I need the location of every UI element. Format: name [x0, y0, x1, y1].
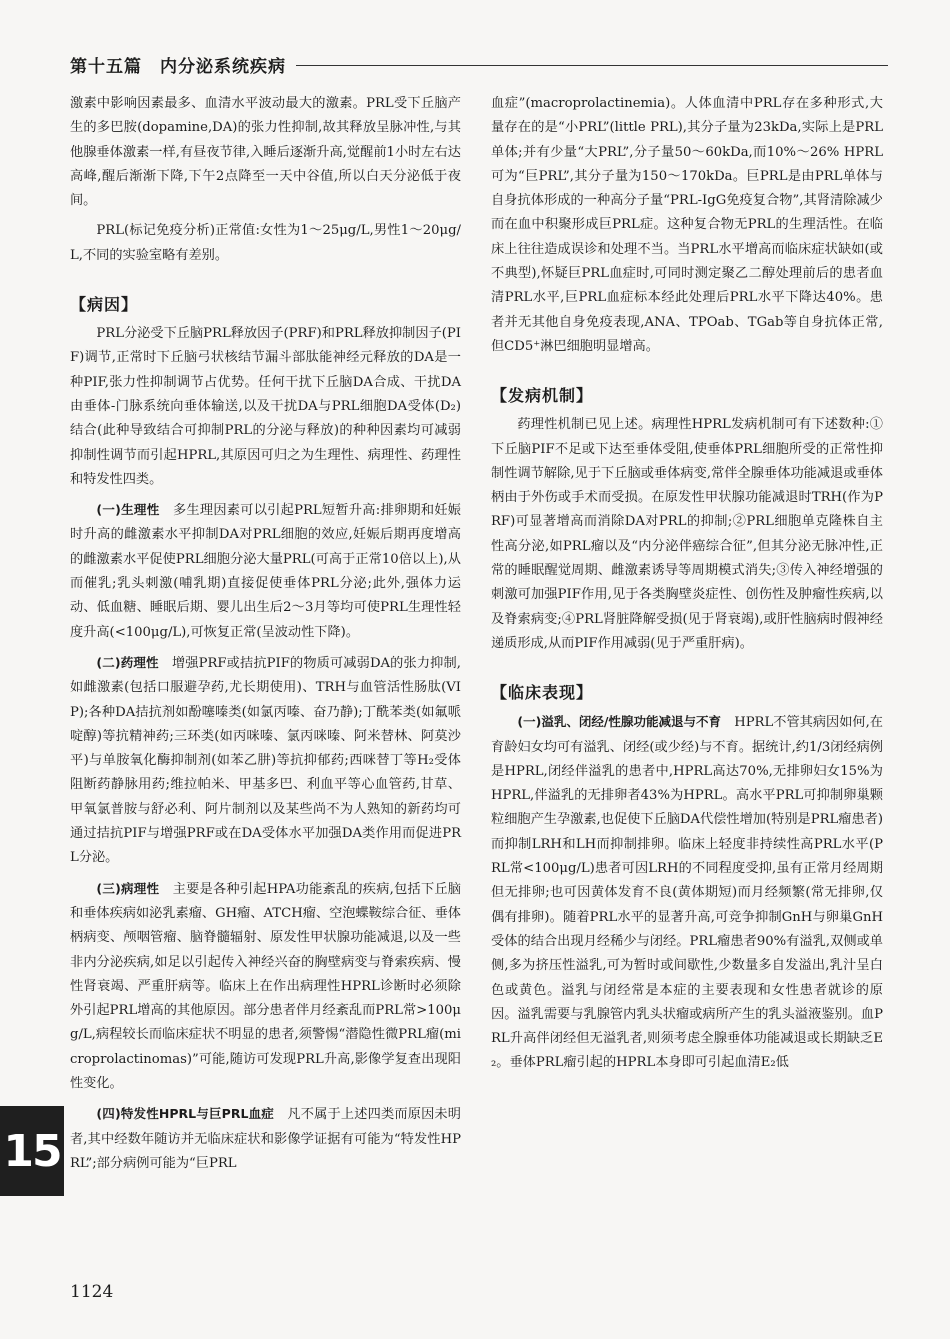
macro-continuation: 血症”(macroprolactinemia)。人体血清中PRL存在多种形式,大量存在的是“小PRL”(little PRL),其分子量为23kDa,实际上是PRL单体;并有少量“大PRL”,分子量50～60kDa,而10%～26% HPRL可为“巨PRL”,其分子量为150～170kDa。巨PRL是由PRL单体与自身抗体形成的一种高分子量“PRL-IgG免疫复合物”,其肾清除减少而在血中积聚形成巨PRL症。这种复合物无PRL的生理活性。在临床上往往造成误诊和处理不当。当PRL水平增高而临床症状缺如(或不典型),怀疑巨PRL血症时,可同时测定聚乙二醇处理前后的患者血清PRL水平,巨PRL血症标本经此处理后PRL水平下降达40%。患者并无其他自身免疫表现,ANA、TPOab、TGab等自身抗体正常,但CD5⁺淋巴细胞明显增高。 — [491, 96, 883, 354]
part-title: 第十五篇 内分泌系统疾病 — [70, 57, 286, 77]
running-header — [70, 52, 888, 77]
pathological-text: 主要是各种引起HPA功能紊乱的疾病,包括下丘脑和垂体疾病如泌乳素瘤、GH瘤、ATCH瘤、空泡蝶鞍综合征、垂体柄病变、颅咽管瘤、脑脊髓辐射、原发性甲状腺功能减退,以及一些非内分泌疾病,如足以引起传入神经兴奋的胸壁病变与脊索疾病、慢性肾衰竭、严重肝病等。临床上在作出病理性HPRL诊断时必须除外引起PRL增高的其他原因。部分患者伴月经紊乱而PRL常>100μg/L,病程较长而临床症状不明显的患者,须警惕“潜隐性微PRL瘤(microprolactinomas)”可能,随访可发现PRL升高,影像学复查出现阳性变化。 — [70, 881, 461, 1091]
pharmacological-text: 增强PRF或拮抗PIF的物质可减弱DA的张力抑制,如雌激素(包括口服避孕药,尤长期使用)、TRH与血管活性肠肽(VIP);各种DA拮抗剂如酚噻嗪类(如氯丙嗪、奋乃静);丁酰苯类(如氟哌啶醇)等抗精神药;三环类(如丙咪嗪、氯丙咪嗪、阿米替林、阿莫沙平)与单胺氧化酶抑制剂(如苯乙肼)等抗抑郁药;西咪替丁等H₂受体阻断药静脉用药;维拉帕米、甲基多巴、利血平等心血管药,甘草、甲氧氯普胺与舒必利、阿片制剂以及某些尚不为人熟知的新药均可通过拮抗PIF与增强PRF或在DA受体水平加强DA类作用而促进PRL分泌。 — [70, 655, 461, 866]
pathological-paragraph — [70, 877, 461, 1097]
header-rule — [296, 65, 888, 66]
galactorrhea-lead: (一)溢乳、闭经/性腺功能减退与不育 — [517, 714, 721, 730]
mechanism-text: 药理性机制已见上述。病理性HPRL发病机制可有下述数种:①下丘脑PIF不足或下达至垂体受阻,使垂体PRL细胞所受的正常性抑制性调节解除,见于下丘脑或垂体病变,常伴全腺垂体功能减退或垂体柄由于外伤或手术而受损。在原发性甲状腺功能减退时TRH(作为PRF)可显著增高而消除DA对PRL的抑制;②PRL细胞单克隆株自主性高分泌,如PRL瘤以及“内分泌伴癌综合征”,但其分泌无脉冲性,正常的睡眠醒觉周期、雌激素诱导等周期模式消失;③传入神经增强的刺激可加强PIF作用,见于各类胸壁炎症性、创伤性及肿瘤性疾病,以及脊索病变;④PRL肾脏降解受损(见于肾衰竭),或肝性脑病时假神经递质形成,从而PIF作用减弱(见于严重肝病)。 — [491, 417, 883, 651]
physiological-lead: (一)生理性 — [96, 502, 160, 518]
pathological-lead: (三)病理性 — [96, 880, 160, 896]
mechanism-heading: 【发病机制】 — [491, 386, 594, 406]
physiological-paragraph — [70, 498, 461, 645]
chapter-tab: 15 — [0, 1106, 64, 1196]
left-column — [70, 92, 461, 1176]
physiological-text: 多生理因素可以引起PRL短暂升高:排卵期和妊娠时升高的雌激素水平抑制DA对PRL细胞的效应,妊娠后期再度增高的雌激素水平促使PRL细胞分泌大量PRL(可高于正常10倍以上),从而催乳;乳头刺激(哺乳期)直接促使垂体PRL分泌;此外,强体力运动、低血糖、睡眠后期、婴儿出生后2～3月等均可使PRL生理性轻度升高(<100μg/L),可恢复正常(呈波动性下降)。 — [70, 503, 461, 640]
right-column — [491, 92, 883, 1076]
clinical-heading: 【临床表现】 — [491, 683, 594, 703]
page-number: 1124 — [70, 1282, 114, 1302]
pharmacological-lead: (二)药理性 — [96, 654, 159, 670]
galactorrhea-text: HPRL不管其病因如何,在育龄妇女均可有溢乳、闭经(或少经)与不育。据统计,约1/3闭经病例是HPRL,闭经伴溢乳的患者中,HPRL高达70%,无排卵妇女15%为HPRL,伴溢乳的无排卵者43%为HPRL。高水平PRL可抑制卵巢颗粒细胞产生孕激素,也促使下丘脑DA代偿性增加(特别是PRL瘤患者)而抑制LRH和LH而抑制排卵。临床上轻度非持续性高PRL水平(PRL常<100μg/L)患者可因LRH的不同程度受抑,虽有正常月经周期但无排卵;也可因黄体发育不良(黄体期短)而月经频繁(常无排卵,仅偶有排卵)。随着PRL水平的显著升高,可竞争抑制GnH与卵巢GnH受体的结合出现月经稀少与闭经。PRL瘤患者90%有溢乳,双侧或单侧,多为挤压性溢乳,可为暂时或间歇性,少数量多自发溢出,乳汁呈白色或黄色。溢乳与闭经常是本症的主要表现和女性患者就诊的原因。溢乳需要与乳腺管内乳头状瘤或病所产生的乳头溢液鉴别。血PRL升高伴闭经但无溢乳者,则须考虑全腺垂体功能减退或长期缺乏E₂。垂体PRL瘤引起的HPRL本身即可引起血清E₂低 — [491, 715, 883, 1071]
etiology-intro: PRL分泌受下丘脑PRL释放因子(PRF)和PRL释放抑制因子(PIF)调节,正常时下丘脑弓状核结节漏斗部肽能神经元释放的DA是一种PIF,张力性抑制调节占优势。任何干扰下丘脑DA合成、干扰DA由垂体-门脉系统向垂体输送,以及干扰DA与PRL细胞DA受体(D₂)结合(此种导致结合可抑制PRL的分泌与释放)的种种因素均可减弱抑制性调节而引起HPRL,其原因可归之为生理性、病理性、药理性和特发性四类。 — [70, 326, 461, 487]
normal-values: PRL(标记免疫分析)正常值:女性为1～25μg/L,男性1～20μg/L,不同的实验室略有差别。 — [70, 223, 461, 263]
galactorrhea-paragraph — [491, 710, 883, 1075]
idiopathic-lead: (四)特发性HPRL与巨PRL血症 — [96, 1106, 274, 1122]
idiopathic-text: 凡不属于上述四类而原因未明者,其中经数年随访并无临床症状和影像学证据有可能为“特发性HPRL”;部分病例可能为“巨PRL — [70, 1107, 461, 1171]
etiology-heading: 【病因】 — [70, 295, 139, 315]
pharmacological-paragraph — [70, 651, 461, 871]
idiopathic-paragraph — [70, 1102, 461, 1176]
intro-continuation: 激素中影响因素最多、血清水平波动最大的激素。PRL受下丘脑产生的多巴胺(dopamine,DA)的张力性抑制,故其释放呈脉冲性,与其他腺垂体激素一样,有昼夜节律,入睡后逐渐升高,觉醒前1小时左右达高峰,醒后渐渐下降,下午2点降至一天中谷值,所以白天分泌低于夜间。 — [70, 96, 461, 209]
